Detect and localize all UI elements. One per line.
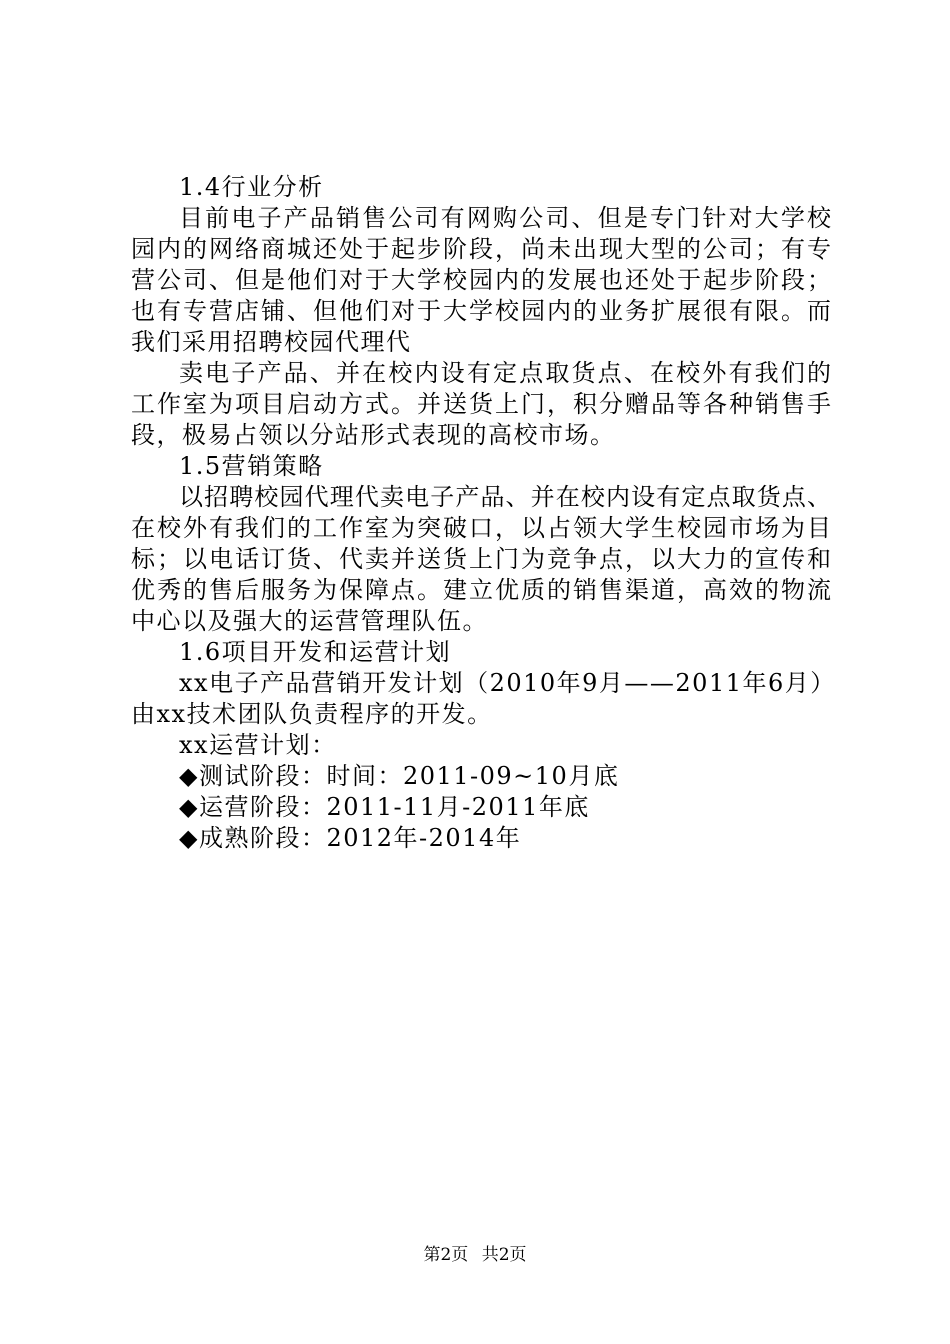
plan-bullet: ◆成熟阶段：2012年-2014年: [179, 824, 522, 852]
paragraph-line: 以招聘校园代理代卖电子产品、并在校内设有定点取货点、: [179, 483, 831, 511]
plan-bullet: ◆运营阶段：2011-11月-2011年底: [179, 793, 590, 821]
section-heading-1-6: 1.6项目开发和运营计划: [179, 638, 452, 666]
plan-title: xx运营计划：: [179, 731, 337, 759]
document-body: [131, 172, 836, 854]
page-footer: [0, 1243, 950, 1267]
paragraph-line: xx电子产品营销开发计划（2010年9月——2011年6月）: [179, 669, 836, 697]
section-heading-1-5: 1.5营销策略: [179, 452, 324, 480]
section-heading-1-4: 1.4行业分析: [179, 173, 324, 201]
paragraph-line: 在校外有我们的工作室为突破口，以占领大学生校园市场为目: [131, 514, 831, 542]
paragraph-line: 标；以电话订货、代卖并送货上门为竞争点，以大力的宣传和: [131, 545, 831, 573]
page-number: 第2页: [423, 1245, 469, 1265]
paragraph-line: 也有专营店铺、但他们对于大学校园内的业务扩展很有限。而: [131, 297, 831, 325]
paragraph-line: 中心以及强大的运营管理队伍。: [131, 607, 488, 635]
paragraph-line: 优秀的售后服务为保障点。建立优质的销售渠道，高效的物流: [131, 576, 831, 604]
paragraph-line: 园内的网络商城还处于起步阶段，尚未出现大型的公司；有专: [131, 235, 831, 263]
paragraph-line: 目前电子产品销售公司有网购公司、但是专门针对大学校: [179, 204, 831, 232]
page-total: 共2页: [481, 1245, 527, 1265]
paragraph-line: 营公司、但是他们对于大学校园内的发展也还处于起步阶段；: [131, 266, 831, 294]
paragraph-line: 我们采用招聘校园代理代: [131, 328, 412, 356]
paragraph-line: 段，极易占领以分站形式表现的高校市场。: [131, 421, 616, 449]
paragraph-line: 卖电子产品、并在校内设有定点取货点、在校外有我们的: [179, 359, 831, 387]
plan-bullet: ◆测试阶段：时间：2011-09~10月底: [179, 762, 620, 790]
paragraph-line: 由xx技术团队负责程序的开发。: [131, 700, 493, 728]
paragraph-line: 工作室为项目启动方式。并送货上门，积分赠品等各种销售手: [131, 390, 831, 418]
